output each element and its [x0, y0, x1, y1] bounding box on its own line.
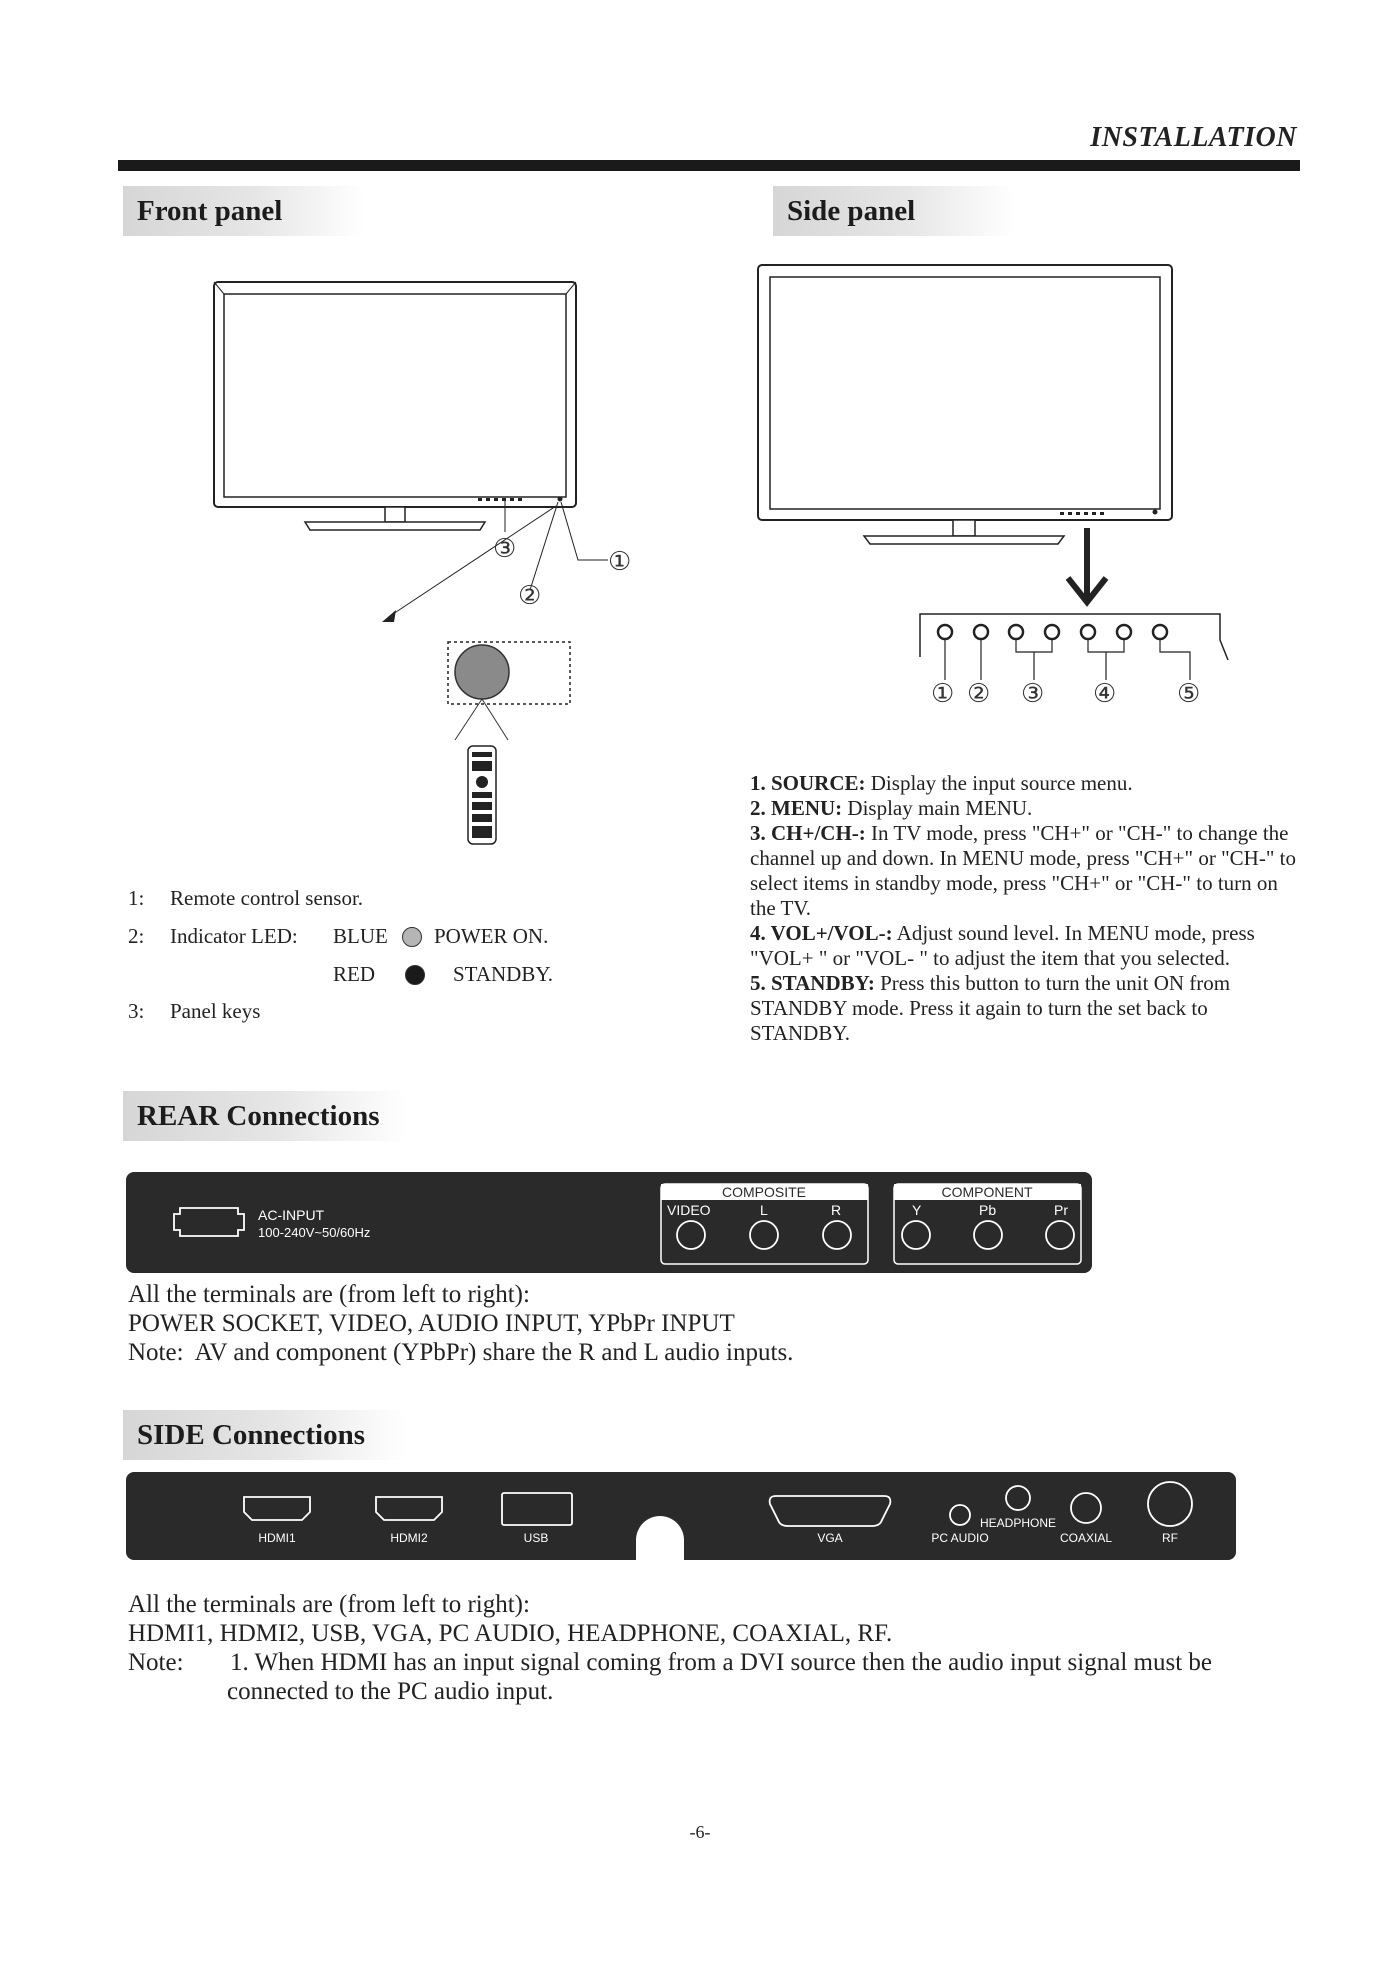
blue-led-icon: [402, 927, 422, 947]
legend-item-2: 2: Indicator LED: BLUE POWER ON.: [128, 924, 549, 948]
side-callout-1: ①: [931, 678, 955, 708]
tv-neck: [385, 507, 405, 522]
ac-input-label: AC-INPUT: [258, 1207, 325, 1223]
hdmi2-label: HDMI2: [390, 1531, 428, 1545]
pc-audio-label: PC AUDIO: [931, 1531, 989, 1545]
component-pb-label: Pb: [979, 1202, 997, 1218]
rear-description: All the terminals are (from left to right): POWER SOCKET, VIDEO, AUDIO INPUT, YPbPr INPUT Note: AV and component (YPbPr) share the R and L audio inputs.: [128, 1281, 794, 1366]
side-connections-heading: SIDE Connections: [123, 1410, 408, 1460]
desc-ch: 3. CH+/CH-: In TV mode, press "CH+" or "CH-" to change the channel up and down. In MENU mode, press "CH+" or "CH-" to select items in standby mode, press "CH+" or "CH-" to turn on the TV.: [750, 821, 1296, 920]
side-description: All the terminals are (from left to right): HDMI1, HDMI2, USB, VGA, PC AUDIO, HEADPHONE, COAXIAL, RF. Note: 1. When HDMI has an input signal coming from a DVI source then the audio input signal must be connected to the PC audio input.: [128, 1591, 1212, 1705]
rear-connections-heading: REAR Connections: [123, 1091, 408, 1141]
side-panel-diagram: [750, 260, 1240, 730]
coaxial-label: COAXIAL: [1059, 1531, 1113, 1545]
remote-sensor: [455, 645, 509, 699]
callout-2: ②: [518, 580, 542, 610]
red-led-icon: [405, 965, 425, 985]
ac-spec-label: 100-240V~50/60Hz: [258, 1225, 371, 1240]
vga-label: VGA: [817, 1531, 843, 1545]
side-connection-panel: [126, 1472, 1238, 1562]
rf-label: RF: [1162, 1531, 1178, 1545]
legend-item-1: 1: Remote control sensor.: [128, 886, 364, 910]
side-callout-5: ⑤: [1177, 678, 1201, 708]
legend-item-2-red: RED STANDBY.: [333, 962, 554, 986]
down-arrow-icon: [1084, 528, 1090, 598]
usb-label: USB: [523, 1531, 549, 1545]
composite-video-label: VIDEO: [667, 1202, 711, 1218]
desc-menu: 2. MENU: Display main MENU.: [750, 796, 1033, 820]
panel-notch: [636, 1516, 684, 1562]
component-label: COMPONENT: [941, 1184, 1033, 1200]
legend-item-3: 3: Panel keys: [128, 999, 261, 1023]
side-panel-heading: Side panel: [773, 186, 1015, 236]
desc-standby: 5. STANDBY: Press this button to turn the unit ON from STANDBY mode. Press it again to turn the set back to STANDBY.: [750, 971, 1231, 1045]
side-callout-4: ④: [1093, 678, 1117, 708]
header-rule: [118, 160, 1300, 171]
desc-source: 1. SOURCE: Display the input source menu.: [750, 771, 1133, 795]
composite-label: COMPOSITE: [721, 1184, 807, 1200]
headphone-label: HEADPHONE: [979, 1516, 1057, 1530]
desc-vol: 4. VOL+/VOL-: Adjust sound level. In MENU mode, press "VOL+ " or "VOL- " to adjust the item that you selected.: [750, 921, 1255, 970]
side-callout-2: ②: [967, 678, 991, 708]
callout-1: ①: [608, 546, 632, 576]
side-callout-3: ③: [1021, 678, 1045, 708]
page-number: -6-: [689, 1822, 711, 1842]
button-strip: [920, 614, 1228, 660]
front-panel-diagram: [200, 270, 660, 850]
rear-connection-panel: [126, 1172, 1094, 1275]
side-tv-screen: [770, 277, 1160, 509]
tv-screen: [224, 294, 566, 497]
led-dot: [558, 497, 563, 502]
component-pr-label: Pr: [1054, 1202, 1068, 1218]
tv-base: [305, 522, 485, 530]
callout-3: ③: [493, 533, 517, 563]
component-y-label: Y: [912, 1202, 922, 1218]
hdmi1-label: HDMI1: [258, 1531, 296, 1545]
front-panel-heading: Front panel: [123, 186, 365, 236]
composite-r-label: R: [831, 1202, 842, 1218]
composite-l-label: L: [760, 1202, 768, 1218]
side-panel-descriptions: [750, 771, 1298, 1046]
section-header-title: INSTALLATION: [1090, 122, 1297, 153]
